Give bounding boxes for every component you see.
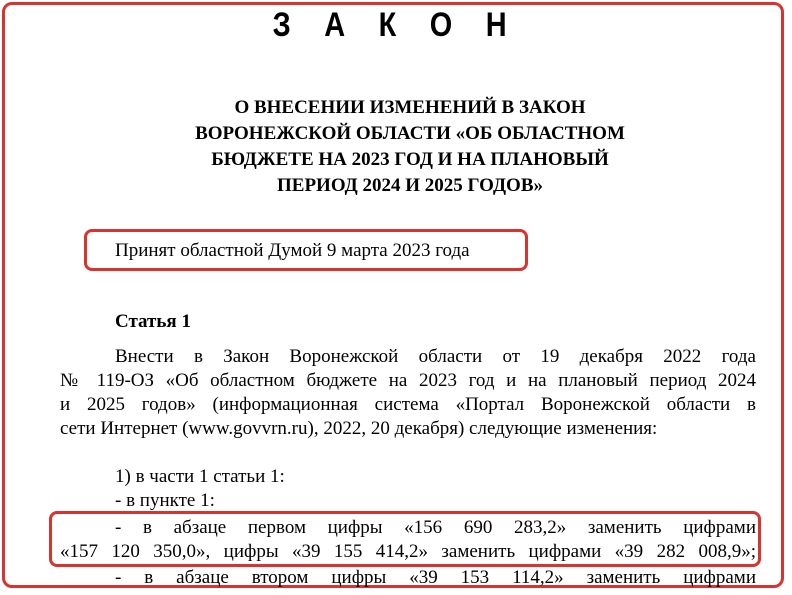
- heading-line: БЮДЖЕТЕ НА 2023 ГОД И НА ПЛАНОВЫЙ: [211, 149, 609, 170]
- heading-line: ПЕРИОД 2024 И 2025 ГОДОВ»: [277, 175, 543, 196]
- intro-line: Внести в Закон Воронежской области от 19 декабря 2022 года: [115, 346, 756, 367]
- change-2-line-1: - в абзаце втором цифры «39 153 114,2» заменить цифрами: [115, 567, 756, 588]
- intro-line: № 119-ОЗ «Об областном бюджете на 2023 год и на плановый период 2024: [60, 370, 756, 391]
- intro-line: сети Интернет (www.govvrn.ru), 2022, 20 декабря) следующие изменения:: [60, 418, 658, 439]
- change-1-line-1: - в абзаце первом цифры «156 690 283,2» заменить цифрами: [115, 517, 756, 538]
- item-1-sub: - в пункте 1:: [115, 490, 215, 511]
- item-1: 1) в части 1 статьи 1:: [115, 466, 285, 487]
- adoption-date: Принят областной Думой 9 марта 2023 года: [115, 240, 470, 261]
- document-title: З А К О Н: [272, 6, 520, 44]
- heading-line: О ВНЕСЕНИИ ИЗМЕНЕНИЙ В ЗАКОН: [234, 97, 586, 118]
- article-title: Статья 1: [115, 311, 191, 332]
- change-1-line-2: «157 120 350,0», цифры «39 155 414,2» заменить цифрами «39 282 008,9»;: [60, 541, 756, 562]
- heading-line: ВОРОНЕЖСКОЙ ОБЛАСТИ «ОБ ОБЛАСТНОМ: [195, 123, 625, 144]
- intro-line: и 2025 годов» (информационная система «Портал Воронежской области в: [60, 394, 756, 415]
- document-heading: [140, 95, 680, 199]
- intro-paragraph: [60, 345, 756, 441]
